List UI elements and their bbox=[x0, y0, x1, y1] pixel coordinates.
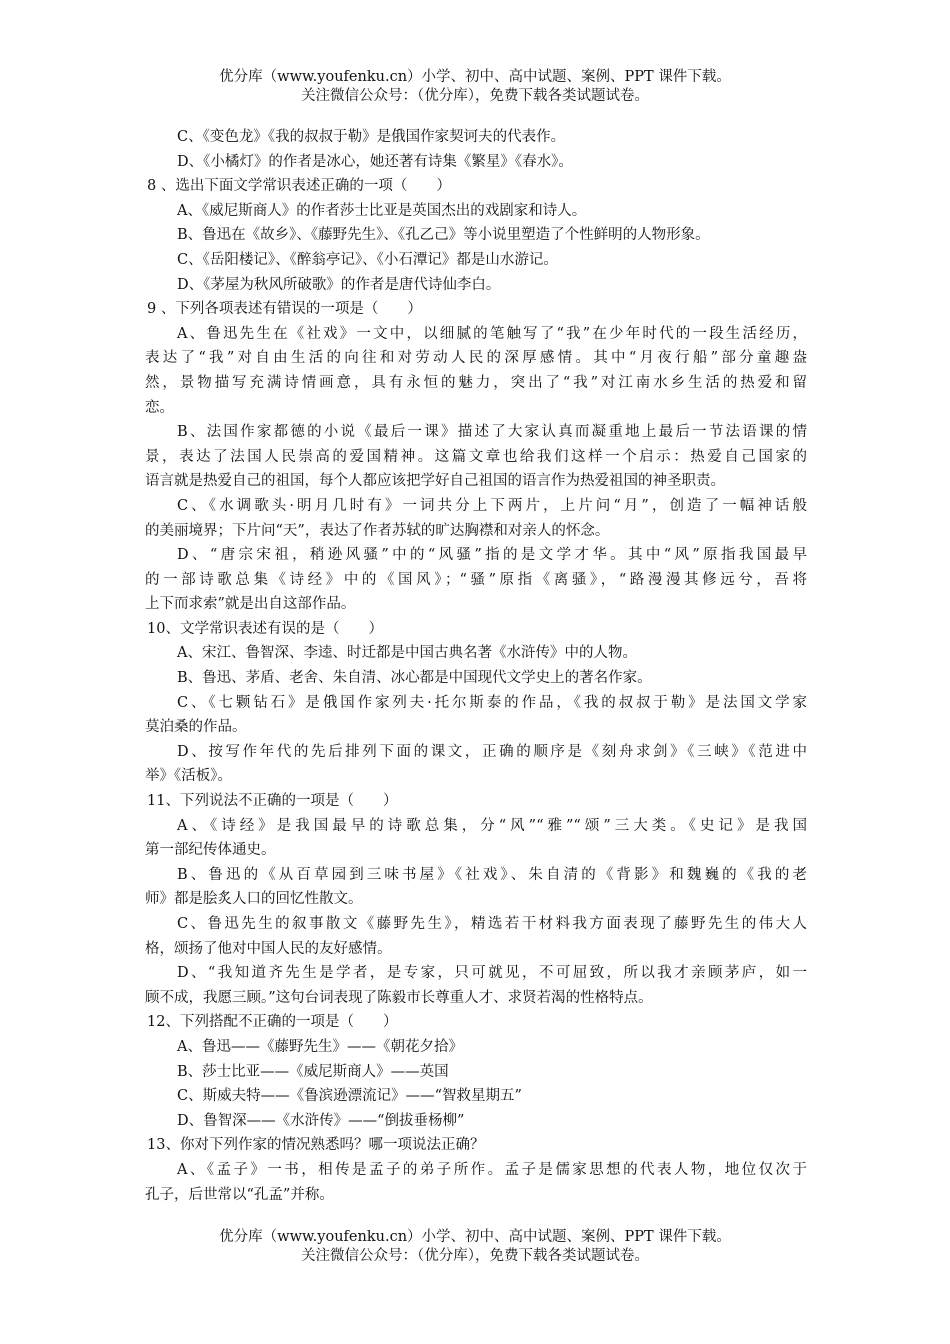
option-9a: A、鲁迅先生在《社戏》一文中，以细腻的笔触写了“我”在少年时代的一段生活经历， bbox=[177, 325, 807, 342]
page-header bbox=[0, 68, 950, 106]
option-11c: C、鲁迅先生的叙事散文《藤野先生》，精选若干材料我方面表现了藤野先生的伟大人 bbox=[177, 916, 807, 932]
option-12b: B、莎士比亚——《威尼斯商人》——英国 bbox=[177, 1063, 449, 1080]
option-9c-cont: 的美丽境界；下片问“天”，表达了作者苏轼的旷达胸襟和对亲人的怀念。 bbox=[145, 522, 610, 539]
option-12a: A、鲁迅——《藤野先生》——《朝花夕拾》 bbox=[177, 1038, 463, 1055]
option-11b-cont: 师》都是脍炙人口的回忆性散文。 bbox=[145, 891, 363, 908]
option-8d: D、《茅屋为秋风所破歌》的作者是唐代诗仙李白。 bbox=[177, 276, 501, 293]
header-line-2: 关注微信公众号：（优分库），免费下载各类试题试卷。 bbox=[301, 88, 649, 104]
option-10a: A、宋江、鲁智深、李逵、时迁都是中国古典名著《水浒传》中的人物。 bbox=[177, 645, 637, 662]
option-9b-cont: 景，表达了法国人民崇高的爱国精神。这篇文章也给我们这样一个启示：热爱自己国家的 bbox=[145, 448, 807, 465]
option-7d: D、《小橘灯》的作者是冰心，她还著有诗集《繁星》《春水》。 bbox=[177, 153, 573, 170]
option-8a: A、《威尼斯商人》的作者莎士比亚是英国杰出的戏剧家和诗人。 bbox=[177, 202, 587, 219]
option-12d: D、鲁智深——《水浒传》——“倒拔垂杨柳” bbox=[177, 1112, 465, 1129]
option-11a-cont: 第一部纪传体通史。 bbox=[145, 842, 276, 859]
option-9c: C、《水调歌头·明月几时有》一词共分上下两片，上片问“月”，创造了一幅神话般 bbox=[177, 497, 807, 514]
option-9b: B、法国作家都德的小说《最后一课》描述了大家认真而凝重地上最后一节法语课的情 bbox=[177, 424, 807, 441]
option-8c: C、《岳阳楼记》、《醉翁亭记》、《小石潭记》都是山水游记。 bbox=[177, 251, 558, 268]
option-9a-cont: 表达了“我”对自由生活的向往和对劳动人民的深厚感情。其中“月夜行船”部分童趣盎 bbox=[145, 350, 807, 367]
option-9d-cont: 的一部诗歌总集《诗经》中的《国风》；“骚”原指《离骚》，“路漫漫其修远兮，吾将 bbox=[145, 571, 807, 588]
footer-line-1: 优分库（www.youfenku.cn）小学、初中、高中试题、案例、PPT 课件下载。 bbox=[219, 1229, 731, 1245]
document-body bbox=[145, 125, 807, 1207]
question-9: 9 、下列各项表述有错误的一项是（ ） bbox=[147, 301, 422, 318]
option-10c: C、《七颗钻石》是俄国作家列夫·托尔斯泰的作品，《我的叔叔于勒》是法国文学家 bbox=[177, 694, 807, 711]
option-11d: D、“我知道齐先生是学者，是专家，只可就见，不可屈致，所以我才亲顾茅庐，如一 bbox=[177, 965, 807, 982]
option-9a-cont: 然，景物描写充满诗情画意，具有永恒的魅力，突出了“我”对江南水乡生活的热爱和留 bbox=[145, 374, 807, 391]
header-line-1: 优分库（www.youfenku.cn）小学、初中、高中试题、案例、PPT 课件下载。 bbox=[219, 69, 731, 85]
question-13: 13、你对下列作家的情况熟悉吗？哪一项说法正确？ bbox=[147, 1137, 485, 1154]
option-8b: B、鲁迅在《故乡》、《藤野先生》、《孔乙己》等小说里塑造了个性鲜明的人物形象。 bbox=[177, 227, 710, 244]
option-10d: D、按写作年代的先后排列下面的课文，正确的顺序是《刻舟求剑》《三峡》《范进中 bbox=[177, 743, 807, 760]
footer-line-2: 关注微信公众号：（优分库），免费下载各类试题试卷。 bbox=[301, 1248, 649, 1264]
question-8: 8 、选出下面文学常识表述正确的一项（ ） bbox=[147, 178, 451, 195]
question-10: 10、文学常识表述有误的是（ ） bbox=[147, 620, 383, 637]
option-11a: A、《诗经》是我国最早的诗歌总集，分“风”“雅”“颂”三大类。《史记》是我国 bbox=[177, 817, 807, 834]
option-12c: C、斯威夫特——《鲁滨逊漂流记》——“智救星期五” bbox=[177, 1088, 522, 1105]
option-11d-cont: 顾不成，我愿三顾。”这句台词表现了陈毅市长尊重人才、求贤若渴的性格特点。 bbox=[145, 989, 653, 1006]
option-9d-cont: 上下而求索”就是出自这部作品。 bbox=[145, 596, 356, 613]
option-9d: D、“唐宗宋祖，稍逊风骚”中的“风骚”指的是文学才华。其中“风”原指我国最早 bbox=[177, 547, 807, 564]
option-10b: B、鲁迅、茅盾、老舍、朱自清、冰心都是中国现代文学史上的著名作家。 bbox=[177, 670, 652, 687]
option-13a-cont: 孔子，后世常以“孔孟”并称。 bbox=[145, 1186, 334, 1203]
option-10c-cont: 莫泊桑的作品。 bbox=[145, 719, 247, 736]
option-9a-cont: 恋。 bbox=[145, 399, 174, 416]
option-10d-cont: 举》《活板》。 bbox=[145, 768, 232, 785]
option-11c-cont: 格，颂扬了他对中国人民的友好感情。 bbox=[145, 940, 392, 957]
question-12: 12、下列搭配不正确的一项是（ ） bbox=[147, 1014, 398, 1031]
question-11: 11、下列说法不正确的一项是（ ） bbox=[147, 793, 398, 810]
option-11b: B、鲁迅的《从百草园到三味书屋》《社戏》、朱自清的《背影》和魏巍的《我的老 bbox=[177, 866, 807, 883]
page-footer bbox=[0, 1228, 950, 1266]
option-7c: C、《变色龙》《我的叔叔于勒》是俄国作家契诃夫的代表作。 bbox=[177, 129, 566, 145]
option-13a: A、《孟子》一书，相传是孟子的弟子所作。孟子是儒家思想的代表人物，地位仅次于 bbox=[177, 1161, 807, 1178]
option-9b-cont: 语言就是热爱自己的祖国，每个人都应该把学好自己祖国的语言作为热爱祖国的神圣职责。 bbox=[145, 473, 725, 490]
